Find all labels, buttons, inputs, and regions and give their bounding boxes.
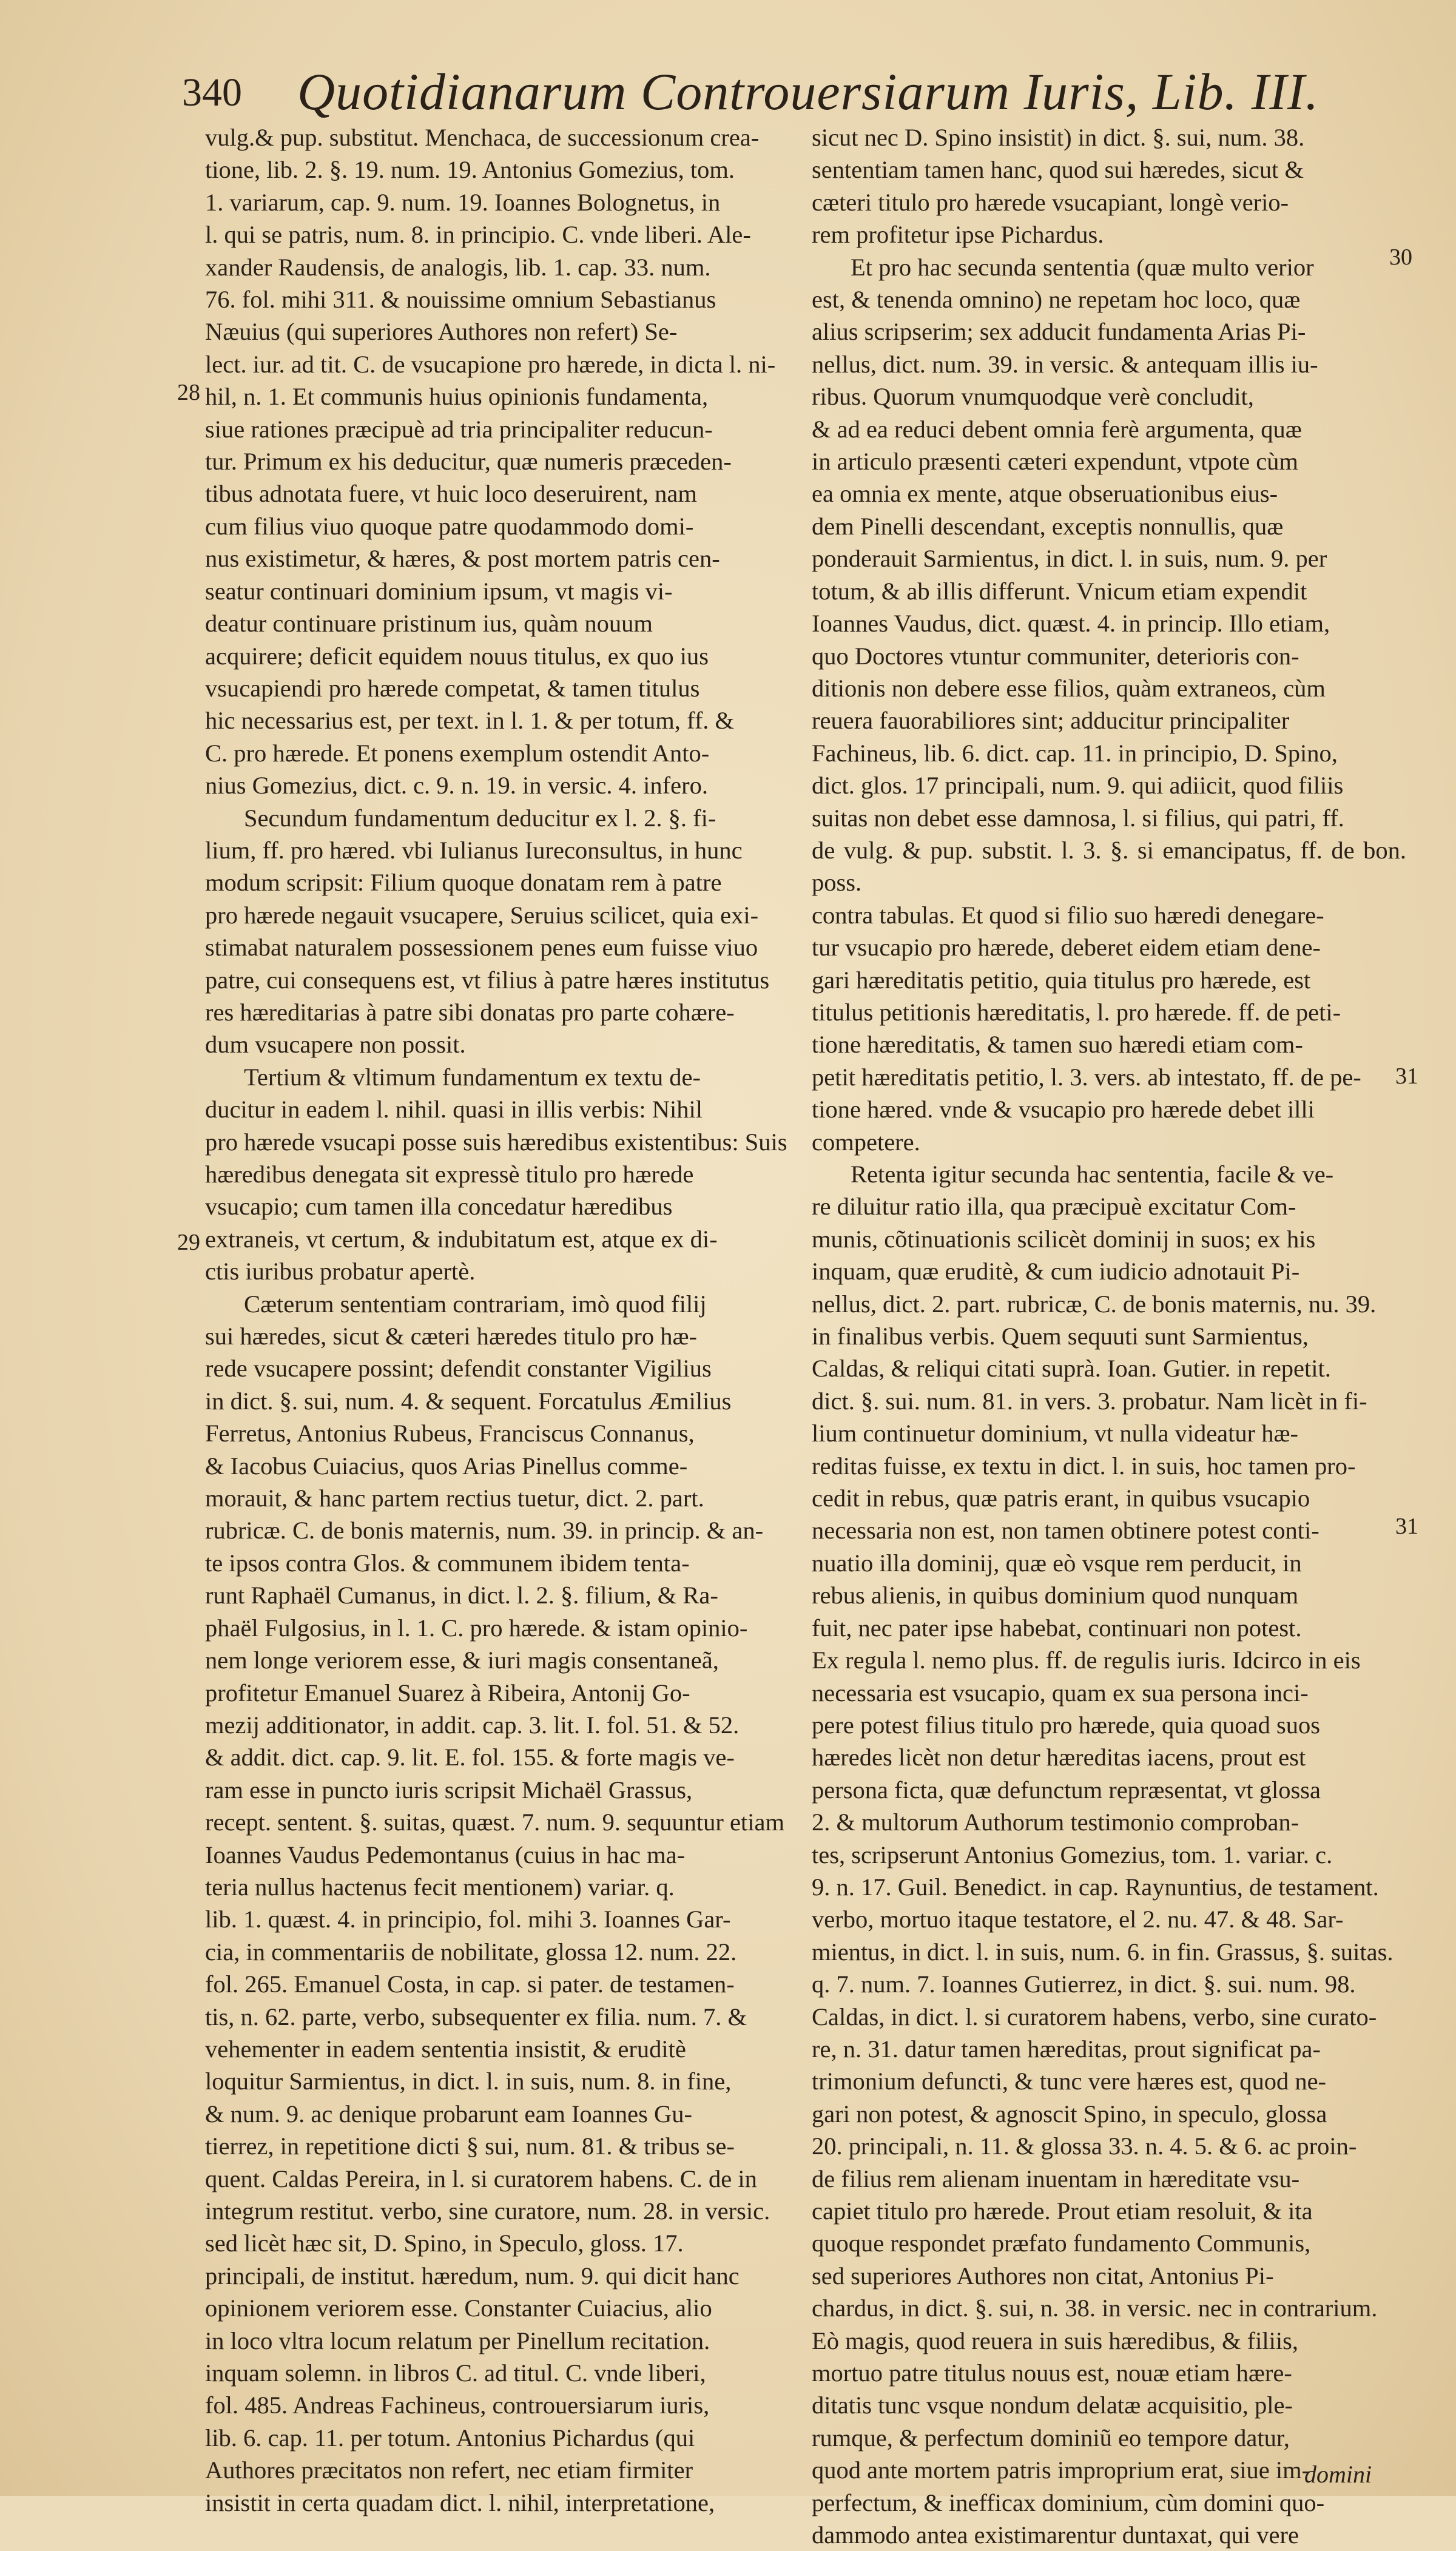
marginal-number-31a: 31 xyxy=(1395,1063,1418,1089)
left-column xyxy=(205,121,800,2519)
right-paragraph-3: Retenta igitur secunda hac sententia, facile & ve- re diluitur ratio illa, qua præcipuè excitatur Com- munis, cõtinuationis scilicèt dominij in suos; ex his inquam, quæ eruditè, & cum iudicio adnotauit Pi- nellus, dict. 2. part. rubricæ, C. de bonis maternis, nu. 39. in finalibus verbis. Quem sequuti sunt Sarmientus, Caldas, & reliqui citati suprà. Ioan. Gutier. in repetit. dict. §. sui. num. 81. in vers. 3. probatur. Nam licèt in fi- lium continuetur dominium, vt nulla videatur hæ- reditas fuisse, ex textu in dict. l. in suis, hoc tamen pro- cedit in rebus, quæ patris erant, in quibus vsucapio necessaria non est, non tamen obtinere potest conti- nuatio illa dominij, quæ eò vsque rem perducit, in rebus alienis, in quibus dominium quod nunquam fuit, nec pater ipse habebat, continuari non potest. Ex regula l. nemo plus. ff. de regulis iuris. Idcirco in eis necessaria est vsucapio, quam ex sua persona inci- pere potest filius titulo pro hærede, quia quoad suos hæredes licèt non detur hæreditas iacens, prout est persona ficta, quæ defunctum repræsentat, vt glossa 2. & multorum Authorum testimonio comproban- tes, scripserunt Antonius Gomezius, tom. 1. variar. c. 9. n. 17. Guil. Benedict. in cap. Raynuntius, de testament. verbo, mortuo itaque testatore, el 2. nu. 47. & 48. Sar- mientus, in dict. l. in suis, num. 6. in fin. Grassus, §. suitas. q. 7. num. 7. Ioannes Gutierrez, in dict. §. sui. num. 98. Caldas, in dict. l. si curatorem habens, verbo, sine curato- re, n. 31. datur tamen hæreditas, prout significat pa- trimonium defuncti, & tunc vere hæres est, quod ne- gari non potest, & agnoscit Spino, in speculo, glossa 20. principali, n. 11. & glossa 33. n. 4. 5. & 6. ac proin- de filius rem alienam inuentam in hæreditate vsu- capiet titulo pro hærede. Prout etiam resoluit, & ita quoque respondet præfato fundamento Communis, sed superiores Authores non citat, Antonius Pi- chardus, in dict. §. sui, n. 38. in versic. nec in contrarium. Eò magis, quod reuera in suis hæredibus, & filiis, mortuo patre titulus nouus est, nouæ etiam hære- ditatis tunc vsque nondum delatæ acquisitio, ple- rumque, & perfectum dominiũ eo tempore datur, quod ante mortem patris improprium erat, siue im- perfectum, & inefficax dominium, cùm domini quo- dammodo antea existimarentur duntaxat, qui vere xyxy=(812,1161,1394,2549)
catchword: domini xyxy=(1304,2461,1372,2488)
marginal-number-29: 29 xyxy=(177,1230,200,1255)
running-title: Quotidianarum Controuersiarum Iuris, Lib. III. xyxy=(297,62,1320,121)
right-paragraph-2: Et pro hac secunda sententia (quæ multo verior est, & tenenda omnino) ne repetam hoc loco, quæ alius scripserim; sex adducit fundamenta Arias Pi- nellus, dict. num. 39. in versic. & antequam illis iu- ribus. Quorum vnumquodque verè concludit, & ad ea reduci debent omnia ferè argumenta, quæ in articulo præsenti cæteri expendunt, vtpote cùm ea omnia ex mente, atque obseruationibus eius- dem Pinelli descendant, exceptis nonnullis, quæ ponderauit Sarmientus, in dict. l. in suis, num. 9. per totum, & ab illis differunt. Vnicum etiam expendit Ioannes Vaudus, dict. quæst. 4. in princip. Illo etiam, quo Doctores vtuntur communiter, deterioris con- ditionis non debere esse filios, quàm extraneos, cùm reuera fauorabiliores sint; adducitur principaliter Fachineus, lib. 6. dict. cap. 11. in principio, D. Spino, dict. glos. 17 principali, num. 9. qui adiicit, quod filiis suitas non debet esse damnosa, l. si filius, qui patri, ff. de vulg. & pup. substit. l. 3. §. si emancipatus, ff. de bon. poss. contra tabulas. Et quod si filio suo hæredi denegare- tur vsucapio pro hærede, deberet eidem etiam dene- gari hæreditatis petitio, quia titulus pro hærede, est titulus petitionis hæreditatis, l. pro hærede. ff. de peti- tione hæreditatis, & tamen suo hæredi etiam com- petit hæreditatis petitio, l. 3. vers. ab intestato, ff. de pe- tione hæred. vnde & vsucapio pro hærede debet illi competere. xyxy=(812,253,1406,1156)
left-paragraph-3: Tertium & vltimum fundamentum ex textu de- ducitur in eadem l. nihil. quasi in illis verbis: Nihil pro hærede vsucapi posse suis hæredibus existentibus: Suis hæredibus denegata sit expressè titulo pro hærede vsucapio; cum tamen illa concedatur hæredibus extraneis, vt certum, & indubitatum est, atque ex di- ctis iuribus probatur apertè. xyxy=(205,1063,787,1286)
page-header xyxy=(182,58,1335,124)
page-number: 340 xyxy=(182,70,242,115)
marginal-number-30: 30 xyxy=(1389,244,1412,270)
left-paragraph-1: vulg.& pup. substitut. Menchaca, de successionum crea- tione, lib. 2. §. 19. num. 19. Antonius Gomezius, tom. 1. variarum, cap. 9. num. 19. Ioannes Bolognetus, in l. qui se patris, num. 8. in principio. C. vnde liberi. Ale- xander Raudensis, de analogis, lib. 1. cap. 33. num. 76. fol. mihi 311. & nouissime omnium Sebastianus Næuius (qui superiores Authores non refert) Se- lect. iur. ad tit. C. de vsucapione pro hærede, in dicta l. ni- hil, n. 1. Et communis huius opinionis fundamenta, siue rationes præcipuè ad tria principaliter reducun- tur. Primum ex his deducitur, quæ numeris præceden- tibus adnotata fuere, vt huic loco deseruirent, nam cum filius viuo quoque patre quodammodo domi- nus existimetur, & hæres, & post mortem patris cen- seatur continuari dominium ipsum, vt magis vi- deatur continuare pristinum ius, quàm nouum acquirere; deficit equidem nouus titulus, ex quo ius vsucapiendi pro hærede competat, & tamen titulus hic necessarius est, per text. in l. 1. & per totum, ff. & C. pro hærede. Et ponens exemplum ostendit Anto- nius Gomezius, dict. c. 9. n. 19. in versic. 4. infero. xyxy=(205,124,776,800)
right-paragraph-1: sicut nec D. Spino insistit) in dict. §. sui, num. 38. sententiam tamen hanc, quod sui hæredes, sicut & cæteri titulo pro hærede vsucapiant, longè verio- rem profitetur ipse Pichardus. xyxy=(812,124,1305,249)
marginal-number-28: 28 xyxy=(177,380,200,405)
left-paragraph-4: Cæterum sententiam contrariam, imò quod filij sui hæredes, sicut & cæteri hæredes titulo pro hæ- rede vsucapere possint; defendit constanter Vigilius in dict. §. sui, num. 4. & sequent. Forcatulus Æmilius Ferretus, Antonius Rubeus, Franciscus Connanus, & Iacobus Cuiacius, quos Arias Pinellus comme- morauit, & hanc partem rectius tuetur, dict. 2. part. rubricæ. C. de bonis maternis, num. 39. in princip. & an- te ipsos contra Glos. & communem ibidem tenta- runt Raphaël Cumanus, in dict. l. 2. §. filium, & Ra- phaël Fulgosius, in l. 1. C. pro hærede. & istam opinio- nem longe veriorem esse, & iuri magis consentaneã, profitetur Emanuel Suarez à Ribeira, Antonij Go- mezij additionator, in addit. cap. 3. lit. I. fol. 51. & 52. & addit. dict. cap. 9. lit. E. fol. 155. & forte magis ve- ram esse in puncto iuris scripsit Michaël Grassus, recept. sentent. §. suitas, quæst. 7. num. 9. sequuntur etiam Ioannes Vaudus Pedemontanus (cuius in hac ma- teria nullus hactenus fecit mentionem) variar. q. lib. 1. quæst. 4. in principio, fol. mihi 3. Ioannes Gar- cia, in commentariis de nobilitate, glossa 12. num. 22. fol. 265. Emanuel Costa, in cap. si pater. de testamen- tis, n. 62. parte, verbo, subsequenter ex filia. num. 7. & vehementer in eadem sententia insistit, & eruditè loquitur Sarmientus, in dict. l. in suis, num. 8. in fine, & num. 9. ac denique probarunt eam Ioannes Gu- tierrez, in repetitione dicti § sui, num. 81. & tribus se- quent. Caldas Pereira, in l. si curatorem habens. C. de in integrum restitut. verbo, sine curatore, num. 28. in versic. sed licèt hæc sit, D. Spino, in Speculo, gloss. 17. principali, de institut. hæredum, num. 9. qui dicit hanc opinionem veriorem esse. Constanter Cuiacius, alio in loco vltra locum relatum per Pinellum recitation. inquam solemn. in libros C. ad titul. C. vnde liberi, fol. 485. Andreas Fachineus, controuersiarum iuris, lib. 6. cap. 11. per totum. Antonius Pichardus (qui Authores præcitatos non refert, nec etiam firmiter insistit in certa quadam dict. l. nihil, interpretatione, xyxy=(205,1290,784,2516)
left-paragraph-2: Secundum fundamentum deducitur ex l. 2. §. fi- lium, ff. pro hæred. vbi Iulianus Iureconsultus, in hunc modum scripsit: Filium quoque donatam rem à patre pro hærede negauit vsucapere, Seruius scilicet, quia exi- stimabat naturalem possessionem penes eum fuisse viuo patre, cui consequens est, vt filius à patre hæres institutus res hæreditarias à patre sibi donatas pro parte cohære- dum vsucapere non possit. xyxy=(205,804,770,1059)
marginal-number-31b: 31 xyxy=(1395,1514,1418,1539)
right-column xyxy=(812,121,1406,2551)
